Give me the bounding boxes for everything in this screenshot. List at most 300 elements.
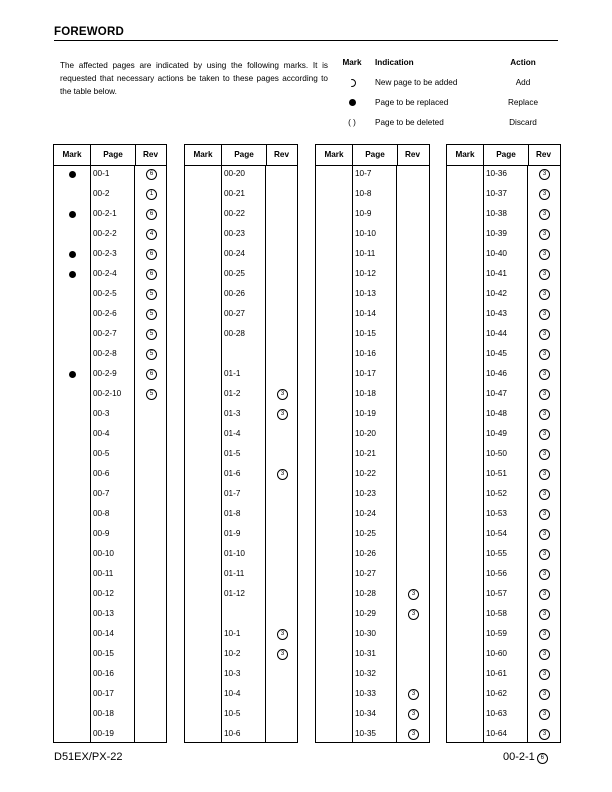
table-row (447, 385, 560, 405)
table-row (447, 485, 560, 505)
header-page: Page (352, 145, 398, 165)
legend-row-discard (336, 118, 566, 138)
table-row (185, 425, 297, 445)
table-row (316, 265, 429, 285)
page-number: 10-40 (486, 249, 507, 258)
table-row (54, 325, 166, 345)
table-row (447, 445, 560, 465)
table-row (316, 725, 429, 745)
table-row (54, 425, 166, 445)
legend-header-action: Action (510, 58, 536, 67)
page-number: 00-13 (93, 609, 114, 618)
page-number: 00-20 (224, 169, 245, 178)
table-row (54, 545, 166, 565)
table-row (185, 525, 297, 545)
page-number: 10-45 (486, 349, 507, 358)
header-page: Page (90, 145, 136, 165)
page-number: 01-6 (224, 469, 241, 478)
page-number: 10-14 (355, 309, 376, 318)
table-row (316, 285, 429, 305)
legend-action: Replace (507, 98, 539, 107)
table-row (447, 325, 560, 345)
table-row (316, 205, 429, 225)
revision-badge: 3 (539, 189, 550, 200)
page-number: 10-38 (486, 209, 507, 218)
page-number: 10-20 (355, 429, 376, 438)
page-number: 00-18 (93, 709, 114, 718)
table-row (185, 645, 297, 665)
table-row (54, 645, 166, 665)
table-header (185, 145, 297, 166)
page-number: 10-43 (486, 309, 507, 318)
page-number: 10-3 (224, 669, 241, 678)
page-number: 10-32 (355, 669, 376, 678)
footer-page: 00-2-1 (503, 751, 535, 763)
page-number: 00-2-4 (93, 269, 117, 278)
revision-badge: 3 (539, 469, 550, 480)
revision-badge: 3 (277, 469, 288, 480)
page-number: 00-16 (93, 669, 114, 678)
legend-action: Discard (509, 118, 537, 127)
table-row (447, 505, 560, 525)
page-number: 10-22 (355, 469, 376, 478)
page-number: 00-27 (224, 309, 245, 318)
table-row (447, 625, 560, 645)
revision-badge: 3 (539, 349, 550, 360)
table-row (316, 485, 429, 505)
table-row (54, 585, 166, 605)
table-row (316, 505, 429, 525)
table-row (316, 665, 429, 685)
page-number: 10-49 (486, 429, 507, 438)
page-number: 00-2-2 (93, 229, 117, 238)
page-number: 00-3 (93, 409, 110, 418)
table-row (316, 565, 429, 585)
revision-badge: 3 (539, 169, 550, 180)
table-row (316, 525, 429, 545)
table-row (185, 365, 297, 385)
table-row (185, 225, 297, 245)
page-number: 10-10 (355, 229, 376, 238)
table-row (54, 485, 166, 505)
page-number: 10-7 (355, 169, 372, 178)
page-number: 00-26 (224, 289, 245, 298)
page-number: 10-1 (224, 629, 241, 638)
replace-mark-icon (69, 271, 76, 278)
header-rev: Rev (535, 150, 552, 159)
page-number: 01-2 (224, 389, 241, 398)
revision-badge: 3 (539, 369, 550, 380)
page-number: 10-30 (355, 629, 376, 638)
table-row (54, 405, 166, 425)
legend-row-add (336, 78, 566, 98)
table-row (185, 345, 297, 365)
header-mark: Mark (455, 150, 475, 159)
legend-header-mark: Mark (342, 58, 362, 67)
legend-indication: Page to be replaced (375, 98, 449, 107)
page-number: 01-4 (224, 429, 241, 438)
page-number: 10-55 (486, 549, 507, 558)
page-number: 00-2-7 (93, 329, 117, 338)
page-number: 10-12 (355, 269, 376, 278)
table-row (447, 425, 560, 445)
page-number: 10-41 (486, 269, 507, 278)
page-number: 00-23 (224, 229, 245, 238)
table-row (447, 165, 560, 185)
header-rev: Rev (404, 150, 421, 159)
header-mark: Mark (193, 150, 213, 159)
revision-badge: 3 (277, 389, 288, 400)
table-row (54, 305, 166, 325)
table-row (54, 685, 166, 705)
page-number: 10-24 (355, 509, 376, 518)
page-number: 01-3 (224, 409, 241, 418)
revision-badge: 3 (539, 409, 550, 420)
page-number: 10-15 (355, 329, 376, 338)
page-number: 10-52 (486, 489, 507, 498)
page-number: 10-57 (486, 589, 507, 598)
table-row (447, 305, 560, 325)
revision-badge: 3 (539, 489, 550, 500)
revision-badge: 3 (408, 689, 419, 700)
page-number: 10-8 (355, 189, 372, 198)
table-row (447, 205, 560, 225)
header-page: Page (221, 145, 267, 165)
table-row (447, 685, 560, 705)
table-row (185, 185, 297, 205)
page-number: 00-2-5 (93, 289, 117, 298)
page-table-1 (53, 144, 167, 743)
table-row (316, 425, 429, 445)
page-number: 10-27 (355, 569, 376, 578)
revision-badge: 6 (146, 169, 157, 180)
legend-table (336, 58, 566, 138)
page-number: 10-54 (486, 529, 507, 538)
revision-badge: 3 (539, 609, 550, 620)
page-number: 10-26 (355, 549, 376, 558)
table-row (185, 285, 297, 305)
table-row (54, 365, 166, 385)
revision-badge: 5 (146, 309, 157, 320)
page-number: 10-37 (486, 189, 507, 198)
table-row (316, 245, 429, 265)
footer-page-number (503, 751, 548, 764)
table-row (185, 665, 297, 685)
page-number: 10-35 (355, 729, 376, 738)
table-header (54, 145, 166, 166)
table-row (447, 265, 560, 285)
revision-badge: 5 (146, 329, 157, 340)
header-mark: Mark (324, 150, 344, 159)
table-row (185, 245, 297, 265)
page-number: 01-7 (224, 489, 241, 498)
revision-badge: 6 (146, 269, 157, 280)
table-row (185, 405, 297, 425)
page-number: 00-9 (93, 529, 110, 538)
table-row (185, 465, 297, 485)
page-number: 10-47 (486, 389, 507, 398)
table-row (316, 365, 429, 385)
table-row (447, 585, 560, 605)
legend-action: Add (515, 78, 531, 87)
table-row (54, 665, 166, 685)
revision-badge: 3 (408, 609, 419, 620)
page-number: 10-44 (486, 329, 507, 338)
page-number: 10-31 (355, 649, 376, 658)
footer-model: D51EX/PX-22 (54, 751, 123, 763)
page-number: 10-29 (355, 609, 376, 618)
page-number: 10-64 (486, 729, 507, 738)
revision-badge: 5 (146, 389, 157, 400)
page-number: 10-13 (355, 289, 376, 298)
table-row (316, 405, 429, 425)
page-number: 10-61 (486, 669, 507, 678)
header-rev: Rev (142, 150, 159, 159)
intro-paragraph: The affected pages are indicated by using the following marks. It is requested that necessary actions be taken to these pages according to the table below. (60, 61, 328, 96)
page-number: 00-28 (224, 329, 245, 338)
revision-badge: 3 (539, 709, 550, 720)
table-row (185, 605, 297, 625)
table-row (54, 165, 166, 185)
revision-badge: 5 (146, 289, 157, 300)
page-number: 00-10 (93, 549, 114, 558)
table-row (185, 265, 297, 285)
table-row (54, 245, 166, 265)
page-number: 10-58 (486, 609, 507, 618)
page-number: 00-2-3 (93, 249, 117, 258)
revision-badge: 3 (539, 689, 550, 700)
page-number: 10-62 (486, 689, 507, 698)
table-row (316, 645, 429, 665)
page-number: 10-9 (355, 209, 372, 218)
page-table-2 (184, 144, 298, 743)
table-row (447, 285, 560, 305)
table-row (447, 245, 560, 265)
page-number: 10-11 (355, 249, 376, 258)
page-number: 10-16 (355, 349, 376, 358)
table-row (185, 205, 297, 225)
legend-row-replace (336, 98, 566, 118)
table-row (316, 305, 429, 325)
table-row (185, 705, 297, 725)
revision-badge: 6 (146, 209, 157, 220)
revision-badge: 3 (277, 649, 288, 660)
revision-badge: 3 (539, 329, 550, 340)
table-row (316, 705, 429, 725)
table-row (185, 545, 297, 565)
page-number: 00-25 (224, 269, 245, 278)
legend-mark-parentheses: ( ) (348, 118, 356, 127)
table-row (447, 365, 560, 385)
page-number: 10-34 (355, 709, 376, 718)
page-number: 00-2-8 (93, 349, 117, 358)
page-number: 10-46 (486, 369, 507, 378)
page-number: 01-10 (224, 549, 245, 558)
table-row (316, 165, 429, 185)
legend-header (336, 58, 566, 78)
revision-badge: 3 (277, 409, 288, 420)
revision-badge: 3 (539, 509, 550, 520)
page-number: 00-2-1 (93, 209, 117, 218)
table-row (316, 345, 429, 365)
table-row (185, 565, 297, 585)
page-number: 00-19 (93, 729, 114, 738)
table-row (316, 325, 429, 345)
page-number: 10-42 (486, 289, 507, 298)
table-row (54, 285, 166, 305)
revision-badge: 3 (539, 229, 550, 240)
table-row (316, 585, 429, 605)
header-mark: Mark (62, 150, 82, 159)
page-number: 01-12 (224, 589, 245, 598)
table-row (54, 465, 166, 485)
page-number: 10-4 (224, 689, 241, 698)
page-table-3 (315, 144, 430, 743)
page-number: 00-4 (93, 429, 110, 438)
revision-badge: 3 (408, 729, 419, 740)
table-row (316, 605, 429, 625)
page-number: 00-11 (93, 569, 114, 578)
table-header (447, 145, 560, 166)
page-number: 00-5 (93, 449, 110, 458)
revision-badge: 3 (539, 429, 550, 440)
page-number: 00-15 (93, 649, 114, 658)
table-row (54, 525, 166, 545)
page-number: 10-23 (355, 489, 376, 498)
revision-badge: 3 (539, 449, 550, 460)
table-row (54, 265, 166, 285)
table-row (54, 705, 166, 725)
page-number: 00-24 (224, 249, 245, 258)
page-title: FOREWORD (54, 26, 558, 41)
page-number: 00-8 (93, 509, 110, 518)
revision-badge: 3 (539, 649, 550, 660)
legend-indication: New page to be added (375, 78, 458, 87)
table-row (447, 665, 560, 685)
page-number: 00-2 (93, 189, 110, 198)
revision-badge: 3 (539, 309, 550, 320)
page-number: 00-12 (93, 589, 114, 598)
page-number: 10-48 (486, 409, 507, 418)
table-row (185, 725, 297, 745)
revision-badge: 4 (146, 229, 157, 240)
table-row (54, 385, 166, 405)
page-number: 10-63 (486, 709, 507, 718)
table-row (54, 185, 166, 205)
table-row (316, 445, 429, 465)
table-row (447, 185, 560, 205)
page-number: 00-21 (224, 189, 245, 198)
revision-badge: 3 (539, 589, 550, 600)
table-row (316, 185, 429, 205)
revision-badge: 3 (539, 629, 550, 640)
page-number: 00-6 (93, 469, 110, 478)
page-number: 10-53 (486, 509, 507, 518)
page-number: 10-36 (486, 169, 507, 178)
page-number: 00-2-9 (93, 369, 117, 378)
page-number: 10-18 (355, 389, 376, 398)
table-row (54, 205, 166, 225)
revision-badge: 3 (539, 549, 550, 560)
legend-indication: Page to be deleted (375, 118, 444, 127)
page-number: 10-56 (486, 569, 507, 578)
table-row (447, 725, 560, 745)
table-row (54, 445, 166, 465)
page-number: 10-2 (224, 649, 241, 658)
replace-mark-icon (69, 251, 76, 258)
revision-badge: 3 (539, 389, 550, 400)
revision-badge: 3 (539, 669, 550, 680)
table-row (447, 605, 560, 625)
table-row (447, 565, 560, 585)
page-number: 10-25 (355, 529, 376, 538)
page-number: 01-8 (224, 509, 241, 518)
table-row (316, 465, 429, 485)
revision-badge: 5 (146, 349, 157, 360)
page-number: 10-39 (486, 229, 507, 238)
revision-badge: 3 (539, 249, 550, 260)
replace-mark-icon (69, 171, 76, 178)
page-number: 00-7 (93, 489, 110, 498)
page-number: 10-51 (486, 469, 507, 478)
header-rev: Rev (273, 150, 290, 159)
header-page: Page (483, 145, 529, 165)
table-row (447, 525, 560, 545)
page-number: 10-5 (224, 709, 241, 718)
page-number: 00-22 (224, 209, 245, 218)
table-row (447, 405, 560, 425)
table-row (185, 625, 297, 645)
replace-mark-icon (69, 371, 76, 378)
page-number: 00-1 (93, 169, 110, 178)
page-number: 10-19 (355, 409, 376, 418)
replace-mark-icon (69, 211, 76, 218)
revision-badge: 3 (539, 569, 550, 580)
table-row (447, 345, 560, 365)
open-circle-icon (338, 78, 366, 88)
revision-badge: 3 (408, 709, 419, 720)
page-number: 10-50 (486, 449, 507, 458)
table-row (54, 505, 166, 525)
table-row (185, 585, 297, 605)
page-number: 00-14 (93, 629, 114, 638)
table-row (185, 505, 297, 525)
table-row (447, 545, 560, 565)
table-row (54, 725, 166, 745)
page-number: 01-9 (224, 529, 241, 538)
revision-badge: 3 (539, 269, 550, 280)
page-number: 00-2-6 (93, 309, 117, 318)
page-number: 10-17 (355, 369, 376, 378)
footer-rev-badge: 6 (537, 753, 548, 764)
table-row (316, 545, 429, 565)
table-row (185, 385, 297, 405)
table-row (316, 625, 429, 645)
table-row (54, 225, 166, 245)
page-number: 10-60 (486, 649, 507, 658)
page-number: 10-59 (486, 629, 507, 638)
revision-badge: 3 (539, 529, 550, 540)
table-row (54, 565, 166, 585)
revision-badge: 6 (146, 369, 157, 380)
page-number: 10-21 (355, 449, 376, 458)
page-number: 10-33 (355, 689, 376, 698)
table-row (447, 225, 560, 245)
page-number: 01-11 (224, 569, 245, 578)
table-row (316, 685, 429, 705)
revision-badge: 3 (539, 729, 550, 740)
table-row (316, 225, 429, 245)
